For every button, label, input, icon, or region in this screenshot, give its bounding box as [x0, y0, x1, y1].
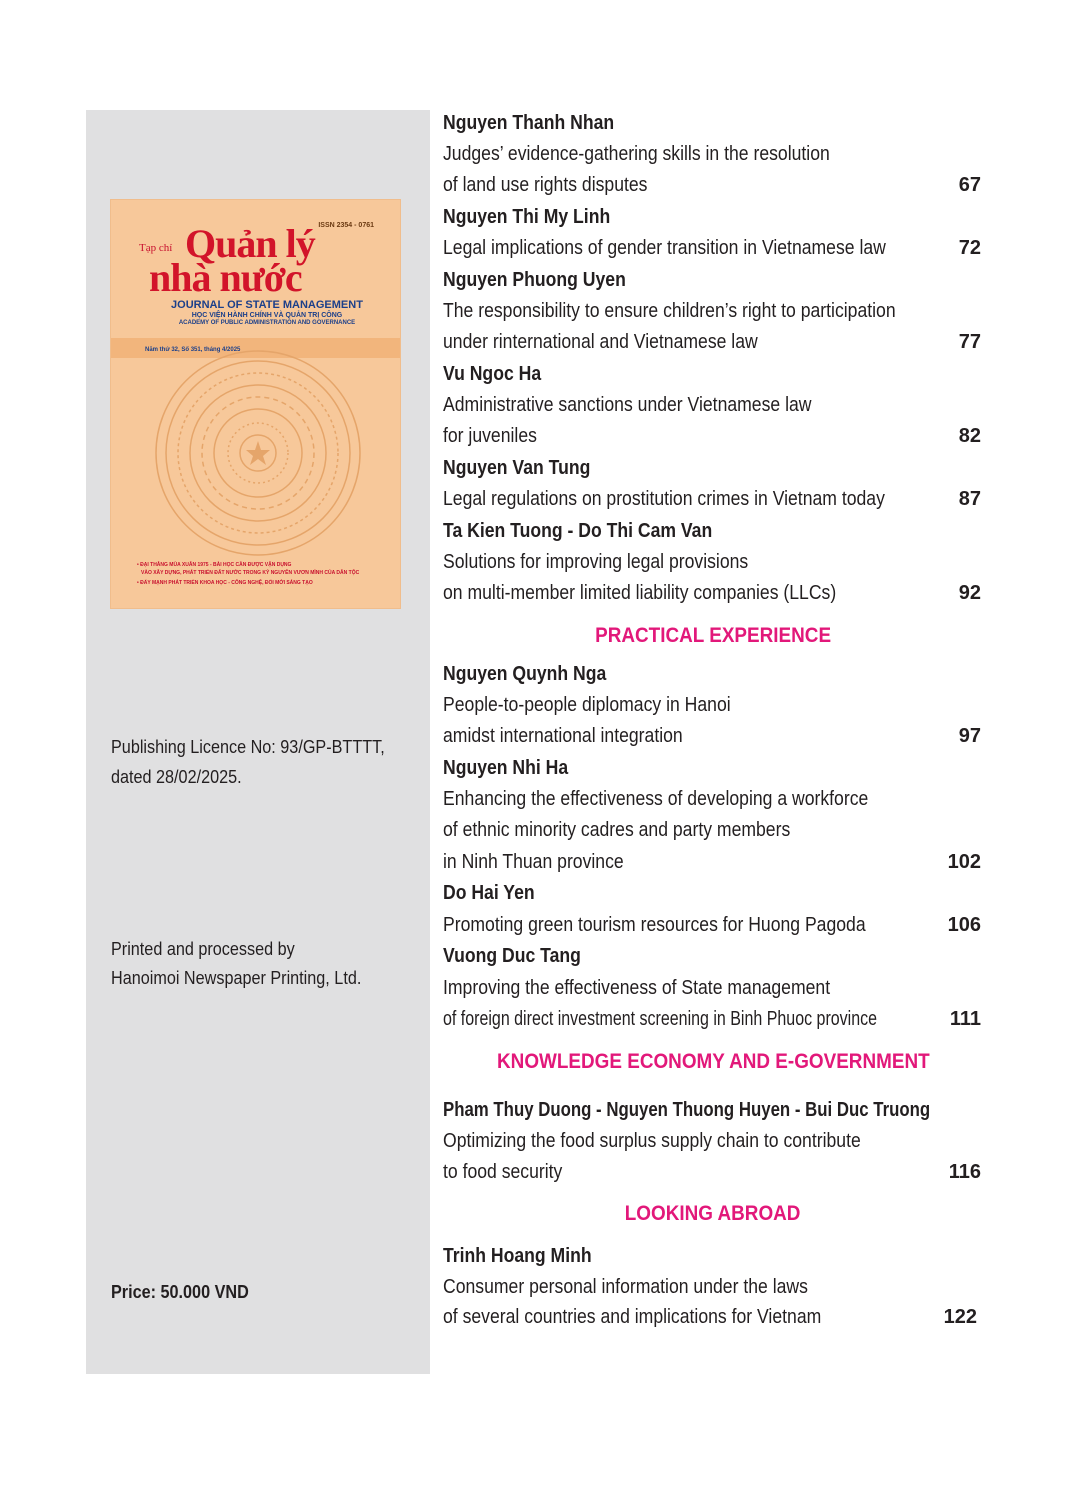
- cover-subtitle-academy: ACADEMY OF PUBLIC ADMINISTRATION AND GOVERNANCE: [178, 320, 356, 326]
- cover-issn: ISSN 2354 - 0761: [318, 222, 374, 229]
- toc-page-number: 116: [948, 1161, 981, 1183]
- toc-page-number: 97: [958, 725, 981, 747]
- toc-author: Vuong Duc Tang: [443, 945, 581, 967]
- toc-title-line[interactable]: to food security: [443, 1161, 563, 1183]
- toc-title-line[interactable]: Consumer personal information under the laws: [443, 1276, 808, 1298]
- toc-author: Do Hai Yen: [443, 882, 535, 904]
- section-heading-practical-experience: [443, 624, 983, 648]
- toc-page-number: 82: [958, 425, 981, 447]
- toc-author: Ta Kien Tuong - Do Thi Cam Van: [443, 520, 713, 542]
- toc-title-line[interactable]: of foreign direct investment screening in Binh Phuoc province: [443, 1008, 878, 1030]
- toc-page-number: 122: [943, 1306, 977, 1328]
- toc-author: Nguyen Van Tung: [443, 457, 591, 479]
- section-heading-knowledge-economy: [443, 1050, 983, 1074]
- cover-bullet-1b: VÀO XÂY DỰNG, PHÁT TRIỂN ĐẤT NƯỚC TRONG KỶ NGUYÊN VƯƠN MÌNH CỦA DÂN TỘC: [141, 570, 360, 576]
- toc-title-line[interactable]: The responsibility to ensure children’s right to participation: [443, 300, 896, 322]
- toc-title-line[interactable]: Enhancing the effectiveness of developing a workforce: [443, 788, 869, 810]
- bronze-drum-icon: [133, 348, 383, 558]
- toc-page-number: 111: [949, 1008, 981, 1030]
- toc-title-line[interactable]: Solutions for improving legal provisions: [443, 551, 749, 573]
- toc-title-line[interactable]: Legal regulations on prostitution crimes in Vietnam today: [443, 488, 885, 510]
- magazine-cover-image: [110, 199, 401, 609]
- toc-author: Nguyen Phuong Uyen: [443, 269, 626, 291]
- licence-line-1: Publishing Licence No: 93/GP-BTTTT,: [111, 737, 385, 757]
- cover-bullet-2: • ĐẨY MẠNH PHÁT TRIỂN KHOA HỌC - CÔNG NGHỆ, ĐỔI MỚI SÁNG TẠO: [137, 580, 313, 586]
- toc-title-line[interactable]: under rinternational and Vietnamese law: [443, 331, 758, 353]
- toc-page-number: 106: [947, 914, 981, 936]
- toc-author: Nguyen Quynh Nga: [443, 663, 607, 685]
- licence-line-2: dated 28/02/2025.: [111, 767, 242, 787]
- toc-page-number: 87: [958, 488, 981, 510]
- printed-line-2: Hanoimoi Newspaper Printing, Ltd.: [111, 968, 362, 988]
- cover-subtitle-en: JOURNAL OF STATE MANAGEMENT: [171, 299, 363, 311]
- toc-page-number: 72: [958, 237, 981, 259]
- toc-title-line[interactable]: Promoting green tourism resources for Huong Pagoda: [443, 914, 866, 936]
- toc-title-line[interactable]: Optimizing the food surplus supply chain to contribute: [443, 1130, 861, 1152]
- toc-title-line[interactable]: Improving the effectiveness of State management: [443, 977, 831, 999]
- section-heading-label: LOOKING ABROAD: [625, 1202, 801, 1225]
- toc-title-line[interactable]: People-to-people diplomacy in Hanoi: [443, 694, 731, 716]
- section-heading-label: KNOWLEDGE ECONOMY AND E-GOVERNMENT: [496, 1050, 930, 1073]
- toc-title-line[interactable]: of ethnic minority cadres and party members: [443, 819, 791, 841]
- toc-title-line[interactable]: Judges’ evidence-gathering skills in the resolution: [443, 143, 830, 165]
- toc-author: Nguyen Thi My Linh: [443, 206, 611, 228]
- toc-page-number: 67: [958, 174, 981, 196]
- price-label: Price: 50.000 VND: [111, 1282, 249, 1302]
- toc-title-line[interactable]: on multi-member limited liability companies (LLCs): [443, 582, 837, 604]
- sidebar-panel: [86, 110, 430, 1374]
- section-heading-label: PRACTICAL EXPERIENCE: [595, 624, 831, 647]
- section-heading-looking-abroad: [443, 1202, 983, 1226]
- cover-issue: Năm thứ 32, Số 351, tháng 4/2025: [145, 347, 241, 353]
- cover-subtitle-vn: HỌC VIỆN HÀNH CHÍNH VÀ QUẢN TRỊ CÔNG: [191, 312, 343, 319]
- printed-line-1: Printed and processed by: [111, 939, 295, 959]
- toc-author: Vu Ngoc Ha: [443, 363, 542, 385]
- toc-page-number: 102: [947, 851, 981, 873]
- toc-author: Nguyen Thanh Nhan: [443, 112, 615, 134]
- toc-title-line[interactable]: Administrative sanctions under Vietnamese law: [443, 394, 812, 416]
- cover-bullet-1: • ĐẠI THẮNG MÙA XUÂN 1975 - BÀI HỌC CẦN ĐƯỢC VẬN DỤNG: [137, 562, 292, 568]
- toc-author: Nguyen Nhi Ha: [443, 757, 569, 779]
- toc-title-line[interactable]: Legal implications of gender transition in Vietnamese law: [443, 237, 886, 259]
- toc-title-line[interactable]: in Ninh Thuan province: [443, 851, 624, 873]
- toc-author: Pham Thuy Duong - Nguyen Thuong Huyen - Bui Duc Truong: [443, 1099, 931, 1121]
- toc-page-number: 77: [958, 331, 981, 353]
- toc-page-number: 92: [958, 582, 981, 604]
- toc-title-line[interactable]: amidst international integration: [443, 725, 683, 747]
- toc-title-line[interactable]: of land use rights disputes: [443, 174, 648, 196]
- toc-title-line[interactable]: for juveniles: [443, 425, 537, 447]
- cover-title-line1: Quản lý: [185, 221, 315, 266]
- cover-title-line2: nhà nước: [149, 255, 302, 300]
- cover-tapchi: Tạp chí: [139, 242, 173, 254]
- toc-title-line[interactable]: of several countries and implications for Vietnam: [443, 1306, 822, 1328]
- toc-author: Trinh Hoang Minh: [443, 1245, 592, 1267]
